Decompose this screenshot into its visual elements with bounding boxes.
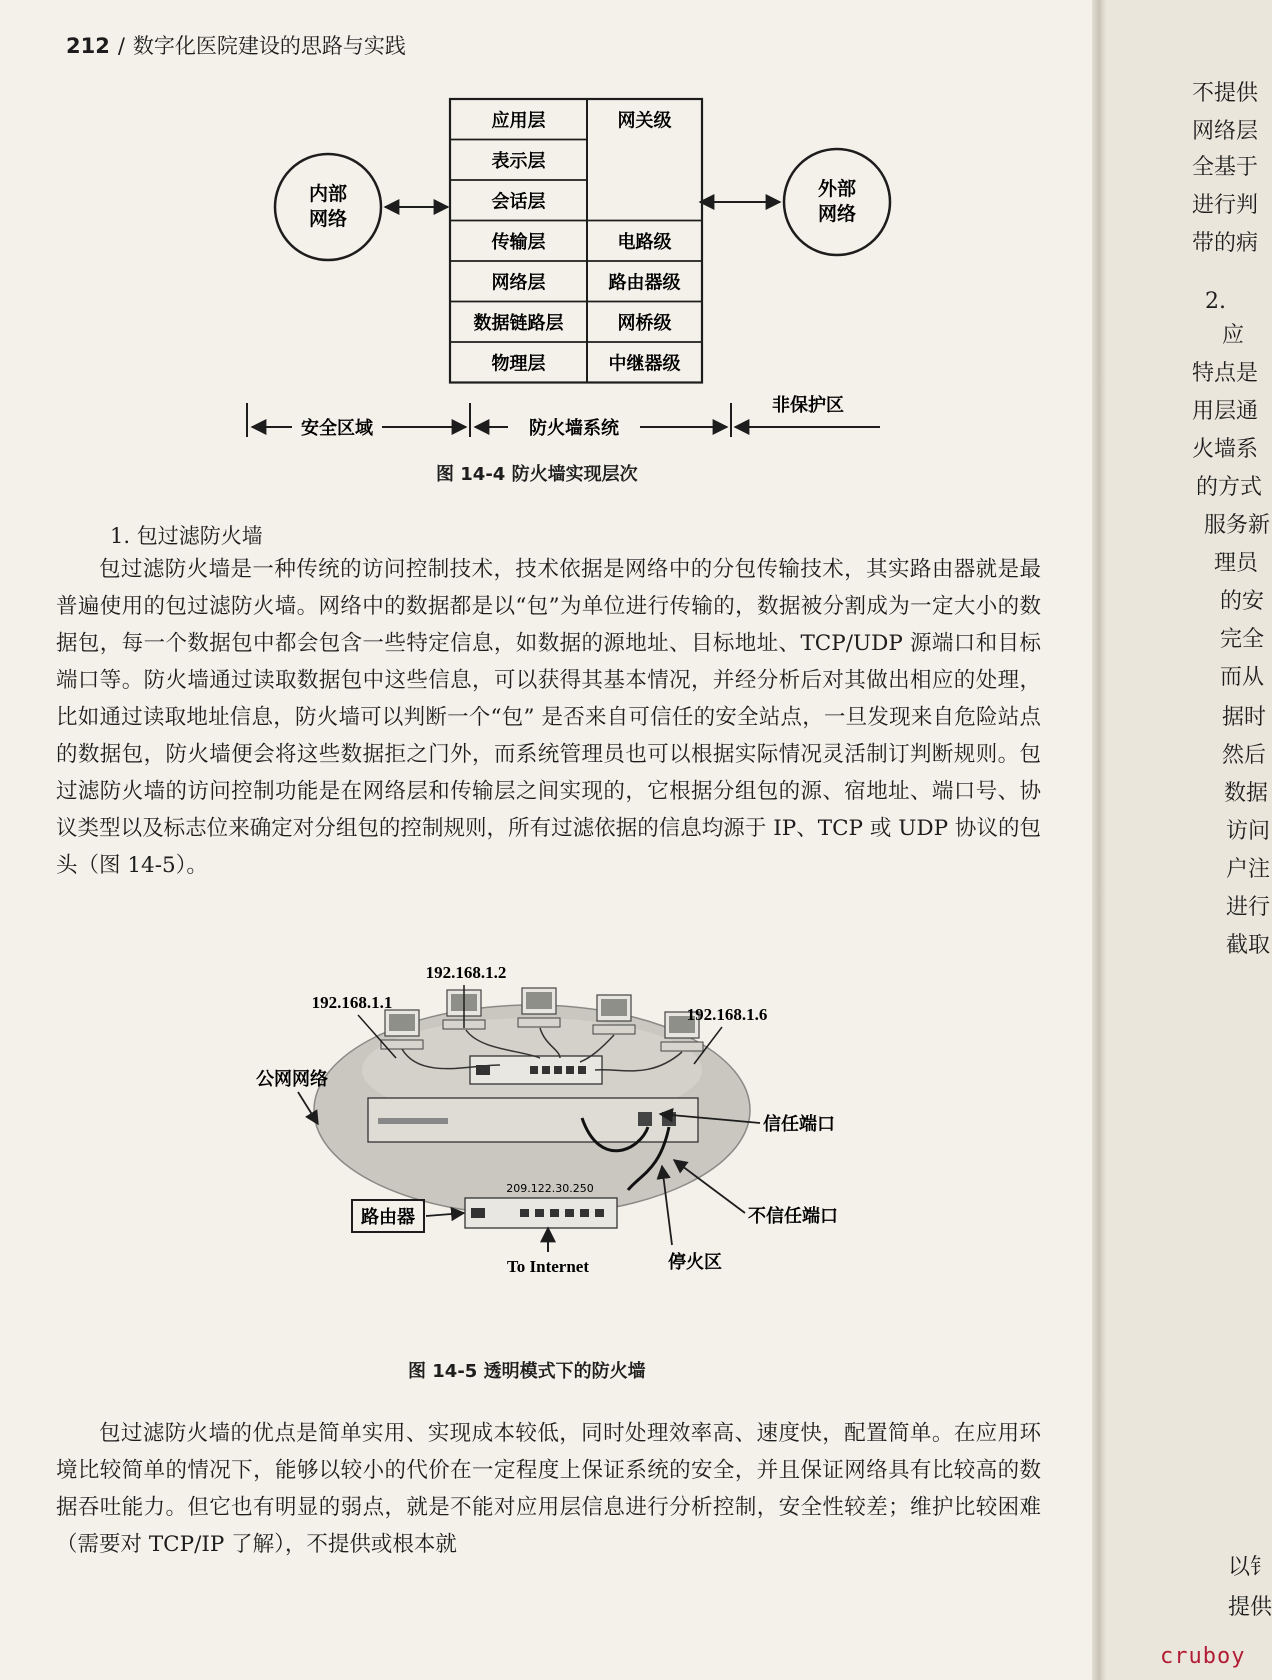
layer-label: 物理层 [491, 353, 546, 375]
computer-icon [381, 1010, 423, 1049]
level-label: 电路级 [617, 231, 672, 253]
to-internet-label: To Internet [506, 1257, 590, 1276]
level-label: 网关级 [617, 110, 672, 132]
right-page-line: 不提供 [1192, 81, 1259, 106]
inner-network-label-1: 内部 [308, 183, 348, 205]
router-ip-label: 209.122.30.250 [506, 1182, 594, 1195]
layer-label: 应用层 [491, 110, 546, 132]
right-page-line: 据时 [1222, 705, 1267, 730]
inner-network-circle [275, 154, 381, 260]
header-separator: / [117, 34, 125, 58]
watermark: cruboy [1160, 1644, 1246, 1669]
right-page-line: 理员 [1214, 551, 1259, 576]
page-number: 212 [66, 34, 110, 58]
ip-label-2: 192.168.1.2 [425, 963, 507, 982]
computer-icon [518, 988, 560, 1027]
right-page-line: 2. [1205, 289, 1226, 314]
section-heading: 1. 包过滤防火墙 [110, 524, 263, 548]
right-page-line: 全基于 [1192, 155, 1259, 180]
outer-network-circle [784, 149, 890, 255]
figure-transparent-firewall [0, 950, 1098, 1350]
zone-unprotected-label: 非保护区 [772, 395, 844, 416]
paragraph-advantages: 包过滤防火墙的优点是简单实用、实现成本较低，同时处理效率高、速度快，配置简单。在应用环境比较简单的情况下，能够以较小的代价在一定程度上保证系统的安全，并且保证网络具有比较高的数据吞吐能力。但它也有明显的弱点，就是不能对应用层信息进行分析控制，安全性较差；维护比较困难（需要对 TCP/IP 了解），不提供或根本就 [56, 1421, 1041, 1557]
right-page-line: 的方式 [1196, 475, 1263, 500]
right-page-line: 网络层 [1192, 119, 1259, 144]
right-page-line: 服务新 [1204, 513, 1271, 538]
figure-firewall-layers [0, 0, 1098, 480]
right-page-line: 火墙系 [1192, 437, 1259, 462]
right-page-line: 截取 [1226, 933, 1271, 958]
right-page-line: 以钅 [1228, 1555, 1272, 1580]
layer-label: 表示层 [491, 150, 546, 172]
computer-icon [593, 995, 635, 1034]
book-title: 数字化医院建设的思路与实践 [132, 34, 406, 58]
layer-label: 传输层 [491, 231, 546, 253]
paragraph-packet-filter: 包过滤防火墙是一种传统的访问控制技术，技术依据是网络中的分包传输技术，其实路由器就是最普遍使用的包过滤防火墙。网络中的数据都是以“包”为单位进行传输的，数据被分割成为一定大小的数据包，每一个数据包中都会包含一些特定信息，如数据的源地址、目标地址、TCP/UDP 源端口和目标端口等。防火墙通过读取数据包中这些信息，可以获得其基本情况，并经分析后对其做出相应的处理，比如通过读取地址信息，防火墙可以判断一个“包” 是否来自可信任的安全站点，一旦发现来自危险站点的数据包，防火墙便会将这些数据拒之门外，而系统管理员也可以根据实际情况灵活制订判断规则。包过滤防火墙的访问控制功能是在网络层和传输层之间实现的，它根据分组包的源、宿地址、端口号、协议类型以及标志位来确定对分组包的控制规则，所有过滤依据的信息均源于 IP、TCP 或 UDP 协议的包头（图 14-5）。 [56, 557, 1041, 878]
outer-network-label-1: 外部 [817, 178, 857, 200]
switch-icon [470, 1056, 602, 1084]
right-page-line: 的安 [1220, 589, 1265, 614]
figure1-caption: 图 14-4 防火墙实现层次 [436, 464, 638, 485]
firewall-device [368, 1098, 698, 1142]
right-page-line: 提供 [1228, 1595, 1272, 1620]
right-page-line: 而从 [1220, 665, 1265, 690]
right-page-line: 特点是 [1192, 361, 1259, 386]
figure2-caption: 图 14-5 透明模式下的防火墙 [408, 1361, 646, 1382]
right-page-line: 带的病 [1192, 231, 1259, 256]
layer-label: 数据链路层 [473, 312, 564, 334]
right-page-line: 进行判 [1192, 193, 1259, 218]
router-label: 路由器 [361, 1207, 415, 1228]
router-device [465, 1198, 617, 1228]
layer-label: 会话层 [491, 191, 546, 213]
right-page-line: 进行 [1226, 895, 1271, 920]
right-page-line: 应 [1222, 323, 1245, 348]
right-page-line: 访问 [1226, 819, 1271, 844]
ip-label-1: 192.168.1.1 [311, 993, 393, 1012]
right-page-line: 户注 [1226, 857, 1271, 882]
ip-label-6: 192.168.1.6 [686, 1005, 768, 1024]
right-page-line: 然后 [1222, 743, 1267, 768]
zone-safe-label: 安全区域 [301, 418, 373, 439]
right-page-line: 数据 [1224, 781, 1269, 806]
untrusted-port-label: 不信任端口 [748, 1206, 838, 1227]
right-page-line: 完全 [1220, 627, 1265, 652]
trusted-port-label: 信任端口 [763, 1114, 835, 1135]
layer-label: 网络层 [491, 272, 546, 294]
dmz-label: 停火区 [668, 1252, 722, 1273]
right-page-line: 用层通 [1192, 399, 1259, 424]
public-network-label: 公网网络 [256, 1069, 328, 1090]
level-label: 网桥级 [617, 312, 672, 334]
inner-network-label-2: 网络 [308, 208, 348, 230]
outer-network-label-2: 网络 [817, 203, 857, 225]
level-label: 中继器级 [608, 353, 681, 375]
zone-firewall-label: 防火墙系统 [529, 418, 619, 439]
level-label: 路由器级 [608, 272, 681, 294]
